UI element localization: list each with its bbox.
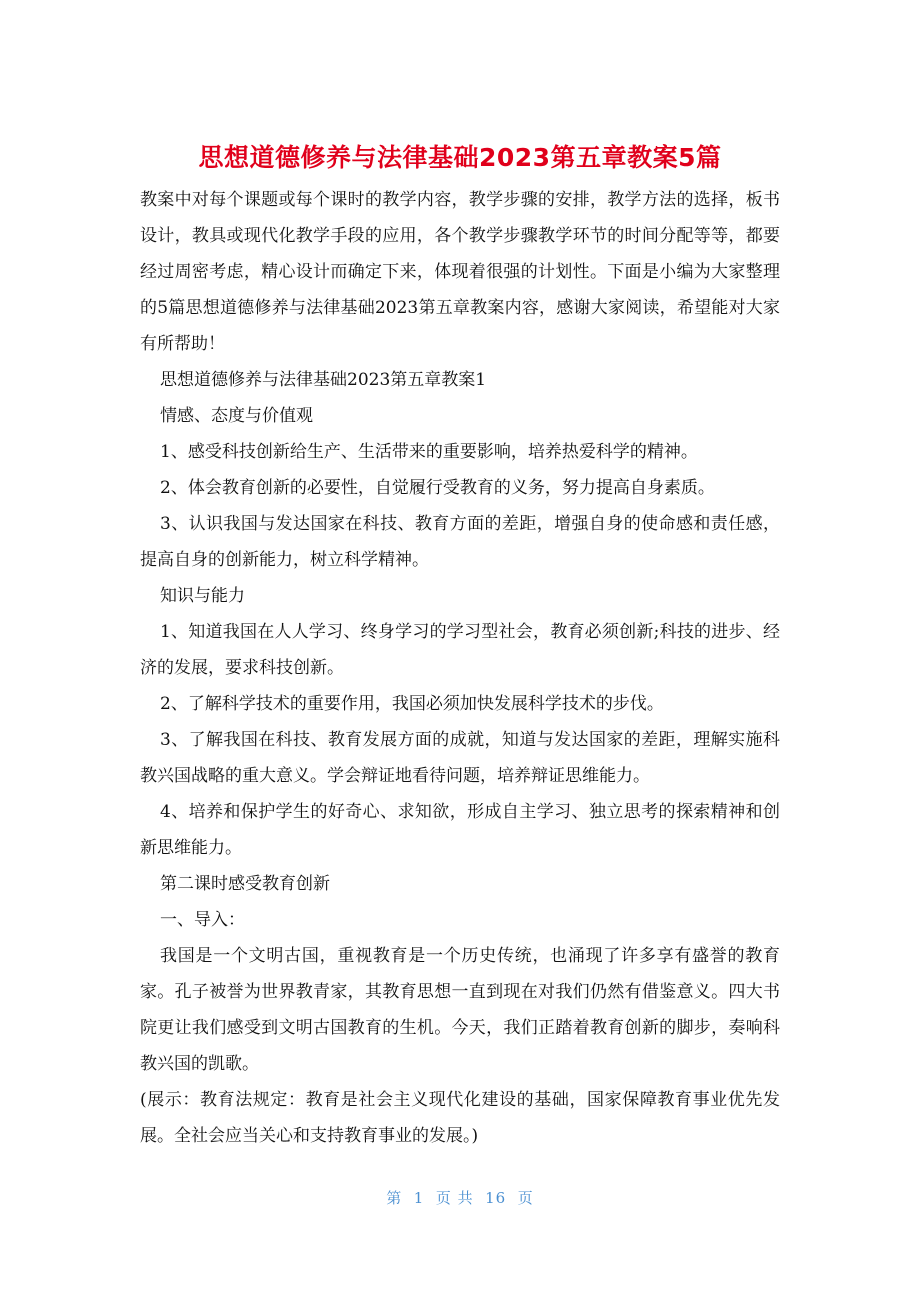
- body-paragraph: 我国是一个文明古国，重视教育是一个历史传统，也涌现了许多享有盛誉的教育家。孔子被誉为世界教青家，其教育思想一直到现在对我们仍然有借鉴意义。四大书院更让我们感受到文明古国教育的生机。今天，我们正踏着教育创新的脚步，奏响科教兴国的凯歌。: [140, 946, 780, 1074]
- list-item: 3、认识我国与发达国家在科技、教育方面的差距，增强自身的使命感和责任感，提高自身的创新能力，树立科学精神。: [140, 514, 780, 570]
- intro-paragraph: 教案中对每个课题或每个课时的教学内容，教学步骤的安排，教学方法的选择，板书设计，教具或现代化教学手段的应用，各个教学步骤教学环节的时间分配等等，都要经过周密考虑，精心设计而确定下来，体现着很强的计划性。下面是小编为大家整理的5篇思想道德修养与法律基础2023第五章教案内容，感谢大家阅读，希望能对大家有所帮助！: [140, 190, 780, 354]
- list-item: 2、了解科学技术的重要作用，我国必须加快发展科学技术的步伐。: [160, 694, 664, 714]
- subheading-attitude: 情感、态度与价值观: [160, 406, 313, 426]
- list-item: 4、培养和保护学生的好奇心、求知欲，形成自主学习、独立思考的探索精神和创新思维能力。: [140, 802, 780, 858]
- list-item: 1、感受科技创新给生产、生活带来的重要影响，培养热爱科学的精神。: [160, 442, 698, 462]
- step-heading: 一、导入：: [160, 910, 245, 930]
- page-number-footer: 第 1 页 共 16 页: [386, 1189, 534, 1207]
- document-title: 思想道德修养与法律基础2023第五章教案5篇: [198, 143, 722, 172]
- quote-paragraph: (展示：教育法规定：教育是社会主义现代化建设的基础，国家保障教育事业优先发展。全社会应当关心和支持教育事业的发展。): [140, 1090, 780, 1146]
- list-item: 1、知道我国在人人学习、终身学习的学习型社会，教育必须创新;科技的进步、经济的发展，要求科技创新。: [140, 622, 780, 678]
- lesson-heading: 第二课时感受教育创新: [160, 874, 330, 894]
- section-heading: 思想道德修养与法律基础2023第五章教案1: [160, 370, 487, 390]
- list-item: 2、体会教育创新的必要性，自觉履行受教育的义务，努力提高自身素质。: [160, 478, 715, 498]
- subheading-knowledge: 知识与能力: [160, 586, 245, 606]
- document-body: [140, 182, 780, 1154]
- list-item: 3、了解我国在科技、教育发展方面的成就，知道与发达国家的差距，理解实施科教兴国战略的重大意义。学会辩证地看待问题，培养辩证思维能力。: [140, 730, 780, 786]
